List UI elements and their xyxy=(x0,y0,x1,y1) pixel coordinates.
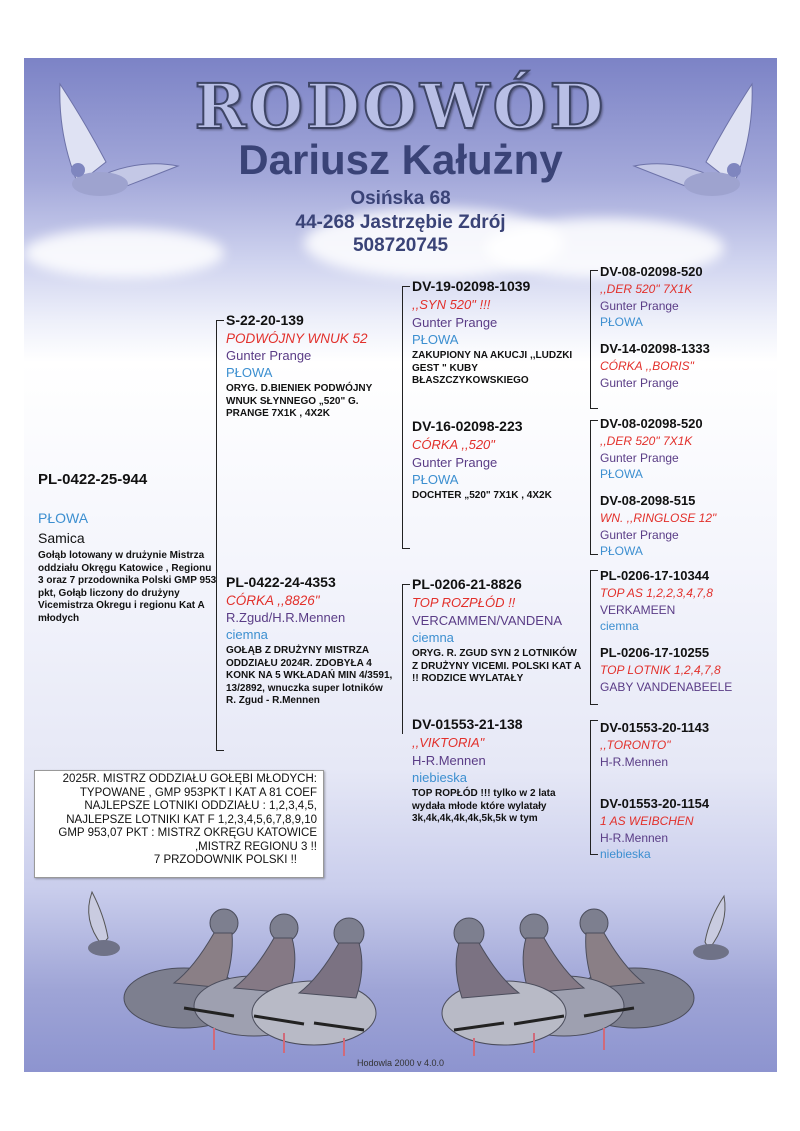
gg-name: CÓRKA ,,BORIS" xyxy=(600,359,694,373)
ss-desc: ZAKUPIONY NA AKUCJI ,,LUDZKI GEST " KUBY BŁASZCZYKOWSKIEGO xyxy=(412,350,573,386)
pedigree-sheet xyxy=(24,58,777,1072)
dam-ring: PL-0422-24-4353 xyxy=(226,574,336,590)
bracket-gen3 xyxy=(590,420,591,554)
gg-name: ,,DER 520" 7X1K xyxy=(600,434,693,448)
gg-breeder: Gunter Prange xyxy=(600,299,679,313)
gg-breeder: H-R.Mennen xyxy=(600,755,669,769)
bracket-tick xyxy=(590,408,598,409)
ds-breeder: VERCAMMEN/VANDENA xyxy=(412,613,563,628)
subject-color: PŁOWA xyxy=(38,510,89,526)
page-title: RODOWÓD xyxy=(194,70,607,143)
bracket-tick xyxy=(216,320,224,321)
gg-name: ,,DER 520" 7X1K xyxy=(600,282,693,296)
gg-breeder: VERKAMEEN xyxy=(600,603,676,617)
dd-color: niebieska xyxy=(412,770,467,785)
software-footer: Hodowla 2000 v 4.0.0 xyxy=(356,1058,445,1068)
ss-breeder: Gunter Prange xyxy=(412,315,498,330)
bracket-tick xyxy=(402,286,410,287)
gg-breeder: Gunter Prange xyxy=(600,376,679,390)
ss-name: ,,SYN 520" !!! xyxy=(412,297,491,312)
note-line: 2025R. MISTRZ ODDZIAŁU GOŁĘBI MŁODYCH: xyxy=(62,773,317,785)
note-line: NAJLEPSZE LOTNIKI ODDZIAŁU : 1,2,3,4,5, xyxy=(84,800,317,812)
gg-color: PŁOWA xyxy=(600,544,643,558)
ss-ring: DV-19-02098-1039 xyxy=(412,278,531,294)
sire-breeder: Gunter Prange xyxy=(226,348,312,363)
dd-desc: TOP ROPŁÓD !!! tylko w 2 lata wydała młode które wylatały 3k,4k,4k,4k,4k,5k,5k w tym xyxy=(412,788,556,824)
note-line: 7 PRZODOWNIK POLSKI !! xyxy=(153,854,297,866)
sd-color: PŁOWA xyxy=(412,472,459,487)
gg-breeder: Gunter Prange xyxy=(600,528,679,542)
gg-color: PŁOWA xyxy=(600,467,643,481)
sire-desc: ORYG. D.BIENIEK PODWÓJNY WNUK SŁYNNEGO „520" G. PRANGE 7X1K , 4X2K xyxy=(226,383,373,419)
dam-desc: GOŁĄB Z DRUŻYNY MISTRZA ODDZIAŁU 2024R. ZDOBYŁA 4 KONK NA 5 WKŁADAŃ MIN 4/3591, 13/2892, wnuczka super lotników R. Zgud - R.Mennen xyxy=(226,645,393,706)
sire-color: PŁOWA xyxy=(226,365,273,380)
gg-breeder: H-R.Mennen xyxy=(600,831,669,845)
breeder-street: Osińska 68 xyxy=(350,188,451,209)
dam-name: CÓRKA ,,8826" xyxy=(226,593,320,608)
bracket-tick xyxy=(590,420,598,421)
sire-ring: S-22-20-139 xyxy=(226,312,304,328)
bracket-tick xyxy=(402,584,410,585)
sd-name: CÓRKA ,,520" xyxy=(412,437,495,452)
gg-ring: PL-0206-17-10255 xyxy=(600,645,710,660)
bracket-tick xyxy=(590,854,598,855)
gg-ring: DV-14-02098-1333 xyxy=(600,341,710,356)
gg-color: ciemna xyxy=(600,619,639,633)
gg-ring: PL-0206-17-10344 xyxy=(600,568,710,583)
gg-ring: DV-08-02098-520 xyxy=(600,416,703,431)
gg-name: ,,TORONTO" xyxy=(600,738,671,752)
bracket-tick xyxy=(402,548,410,549)
achievements-note xyxy=(34,770,324,878)
sd-desc: DOCHTER „520" 7X1K , 4X2K xyxy=(412,490,552,501)
gg-name: WN. ,,RINGLOSE 12" xyxy=(600,511,717,525)
note-line: TYPOWANE , GMP 953PKT I KAT A 81 COEF xyxy=(79,786,317,799)
breeder-phone: 508720745 xyxy=(352,235,449,256)
bracket-gen3 xyxy=(590,270,591,408)
sd-breeder: Gunter Prange xyxy=(412,455,498,470)
gg-ring: DV-01553-20-1143 xyxy=(600,720,710,735)
bracket-gen3 xyxy=(590,570,591,704)
ds-desc: ORYG. R. ZGUD SYN 2 LOTNIKÓW Z DRUŻYNY VICEMI. POLSKI KAT A !! RODZICE WYLATAŁY xyxy=(412,648,581,684)
small-flying-pigeon-icon xyxy=(72,890,132,970)
gg-name: TOP AS 1,2,2,3,4,7,8 xyxy=(600,586,713,600)
gg-breeder: Gunter Prange xyxy=(600,451,679,465)
bracket-tick xyxy=(590,270,598,271)
bracket-tick xyxy=(216,750,224,751)
bracket-tick xyxy=(590,720,598,721)
bracket-tick xyxy=(590,554,598,555)
pigeon-group-right-icon xyxy=(424,888,704,1058)
dd-ring: DV-01553-21-138 xyxy=(412,716,523,732)
ds-ring: PL-0206-21-8826 xyxy=(412,576,522,592)
breeder-name: Dariusz Kałużny xyxy=(238,136,563,183)
gg-ring: DV-01553-20-1154 xyxy=(600,796,710,811)
ds-name: TOP ROZPŁÓD !! xyxy=(412,595,516,610)
dd-name: ,,VIKTORIA" xyxy=(412,735,485,750)
small-flying-pigeon-icon xyxy=(679,894,749,974)
subject-ring: PL-0422-25-944 xyxy=(38,471,148,488)
bracket-tick xyxy=(590,570,598,571)
pigeon-group-left-icon xyxy=(114,888,394,1058)
ss-color: PŁOWA xyxy=(412,332,459,347)
breeder-city: 44-268 Jastrzębie Zdrój xyxy=(295,212,506,233)
gg-ring: DV-08-02098-520 xyxy=(600,264,703,279)
sd-ring: DV-16-02098-223 xyxy=(412,418,523,434)
dd-breeder: H-R.Mennen xyxy=(412,753,486,768)
ds-color: ciemna xyxy=(412,630,454,645)
subject-desc: Gołąb lotowany w drużynie Mistrza oddziału Okręgu Katowice , Regionu 3 oraz 7 przodownika Polski GMP 953 pkt, Gołąb liczony do drużyny Vicemistrza Okregu i regionu Kat A młodych xyxy=(38,550,217,624)
gg-ring: DV-08-2098-515 xyxy=(600,493,696,508)
gg-breeder: GABY VANDENABEELE xyxy=(600,680,733,694)
gg-color: niebieska xyxy=(600,847,651,861)
gg-name: TOP LOTNIK 1,2,4,7,8 xyxy=(600,663,721,677)
gg-name: 1 AS WEIBCHEN xyxy=(600,814,694,828)
sire-name: PODWÓJNY WNUK 52 xyxy=(226,331,368,346)
bracket-tick xyxy=(590,704,598,705)
note-line: GMP 953,07 PKT : MISTRZ OKRĘGU KATOWICE xyxy=(58,827,317,839)
dam-breeder: R.Zgud/H.R.Mennen xyxy=(226,610,346,625)
bracket-gen2-dam xyxy=(402,584,403,734)
bracket-gen2-sire xyxy=(402,286,403,548)
bracket-gen3 xyxy=(590,720,591,854)
gg-color: PŁOWA xyxy=(600,315,643,329)
bracket-gen1 xyxy=(216,320,217,750)
subject-sex: Samica xyxy=(38,530,85,546)
note-line: ,MISTRZ REGIONU 3 !! xyxy=(194,840,317,853)
note-line: NAJLEPSZE LOTNIKI KAT F 1,2,3,4,5,6,7,8,9,10 xyxy=(66,813,317,826)
dam-color: ciemna xyxy=(226,627,268,642)
